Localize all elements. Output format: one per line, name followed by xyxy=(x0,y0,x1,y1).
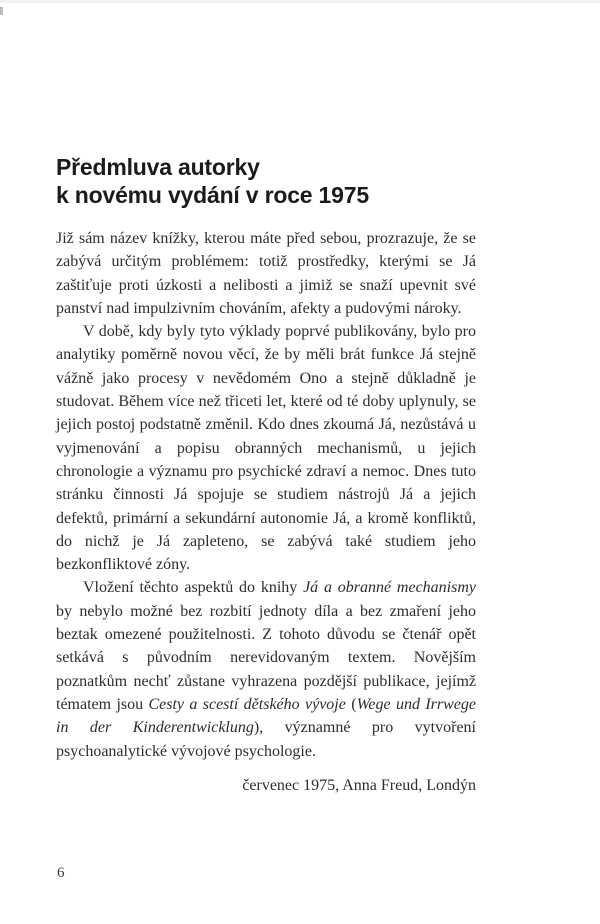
chapter-heading-line-1: Předmluva autorky xyxy=(56,154,260,181)
italic-title-run: Cesty a scestí dětského vývoje xyxy=(148,695,346,713)
paragraph: V době, kdy byly tyto výklady poprvé publikovány, bylo pro analytiky poměrně novou věcí, že by měli brát funkce Já stejně vážně jako procesy v nevědomém Ono a stejně důkladně je studovat. Během více než třiceti let, které od té doby uplynuly, se jejich postoj podstatně změnil. Kdo dnes zkoumá Já, nezůstává u vyjmenování a popisu obranných mechanismů, u jejich chronologie a významu pro psychické zdraví a nemoc. Dnes tuto stránku činnosti Já spojuje se studiem nástrojů Já a jejich defektů, primární a sekundární autonomie Já, a kromě konfliktů, do nichž je Já zapleteno, se zabývá také studiem jeho bezkonfliktové zóny. xyxy=(56,323,476,574)
italic-title-run: Já a obranné mechanismy xyxy=(303,579,477,597)
chapter-heading xyxy=(56,153,369,209)
body-paragraphs xyxy=(56,227,476,763)
scan-top-edge-artifact xyxy=(0,0,600,3)
paragraph: Již sám název knížky, kterou máte před sebou, prozrazuje, že se zabývá určitým problémem: totiž prostředky, kterými se Já zaštiťuje proti úzkosti a nelibosti a jimiž se snaží upevnit své panství nad impulzivním chováním, afekty a pudovými nároky. xyxy=(56,230,476,317)
scan-edge-notch-artifact xyxy=(0,7,3,15)
italic-title-run: Wege und Irrwege in der Kinderentwicklung xyxy=(56,695,477,737)
page-number: 6 xyxy=(57,865,65,881)
chapter-heading-line-2: k novému vydání v roce 1975 xyxy=(56,182,369,209)
paragraph: Vložení těchto aspektů do knihy Já a obranné mechanismy by nebylo možné bez rozbití jednoty díla a bez zmaření jeho beztak omezené použitelnosti. Z tohoto důvodu se čtenář opět setkává s původním nerevidovaným textem. Novějším poznatkům nechť zůstane vyhrazena pozdější publikace, jejímž tématem jsou Cesty a scestí dětského vývoje (Wege und Irrwege in der Kinderentwicklung), významné pro vytvoření psychoanalytické vývojové psychologie. xyxy=(56,579,477,760)
signature-line: červenec 1975, Anna Freud, Londýn xyxy=(242,776,476,794)
body-text-block xyxy=(56,227,476,797)
